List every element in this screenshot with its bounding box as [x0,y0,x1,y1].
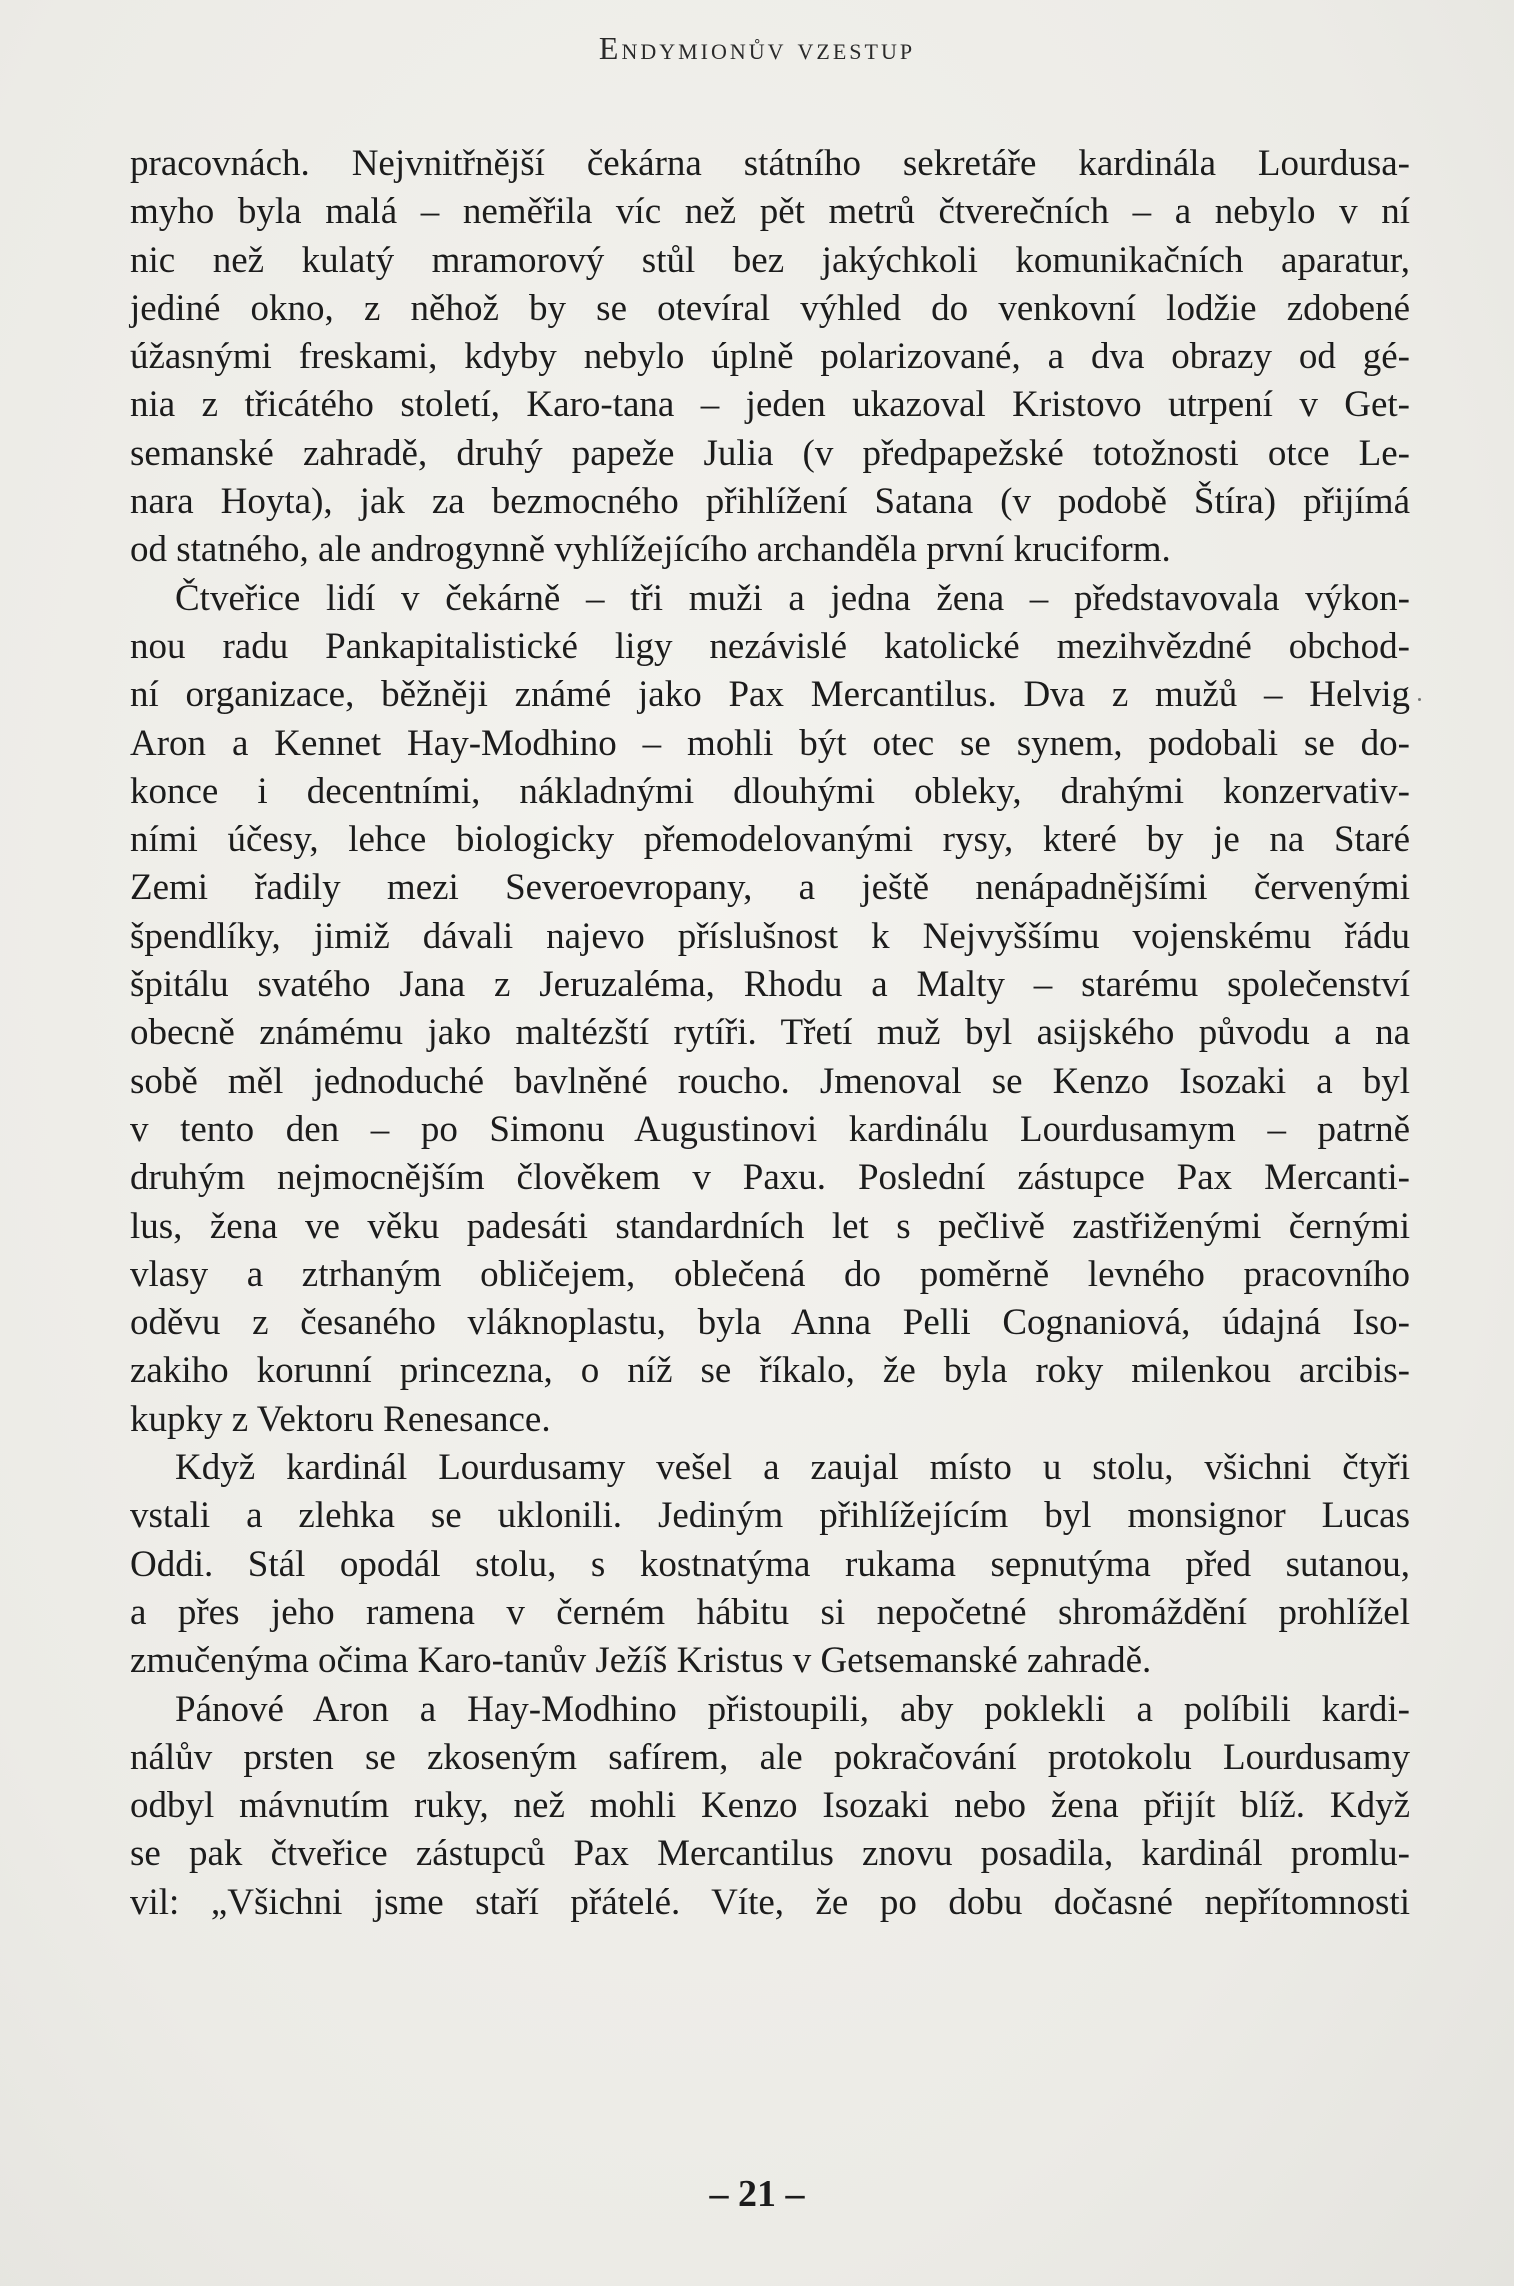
text-line: Zemi řadily mezi Severoevropany, a ještě nenápadnějšími červenými [130,867,1410,909]
text-line: se pak čtveřice zástupců Pax Mercantilus znovu posadila, kardinál promlu- [130,1833,1410,1875]
text-line: zmučenýma očima Karo-tanův Ježíš Kristus v Getsemanské zahradě. [130,1640,1152,1682]
text-line: špitálu svatého Jana z Jeruzaléma, Rhodu a Malty – starému společenství [130,964,1410,1006]
text-line: ní organizace, běžněji známé jako Pax Mercantilus. Dva z mužů – Helvig [130,674,1410,716]
text-line: od statného, ale androgynně vyhlížejícího archanděla první kruciform. [130,529,1171,571]
text-line: Pánové Aron a Hay-Modhino přistoupili, aby poklekli a políbili kardi- [175,1688,1410,1730]
text-line: lus, žena ve věku padesáti standardních let s pečlivě zastřiženými černými [130,1205,1410,1247]
text-line: odbyl mávnutím ruky, než mohli Kenzo Isozaki nebo žena přijít blíž. Když [130,1785,1410,1827]
text-line: pracovnách. Nejvnitřnější čekárna státního sekretáře kardinála Lourdusa- [130,143,1410,184]
body-text [130,140,1410,1927]
text-line: sobě měl jednoduché bavlněné roucho. Jmenoval se Kenzo Isozaki a byl [130,1060,1410,1102]
text-line: zakiho korunní princezna, o níž se říkalo, že byla roky milenkou arcibis- [130,1350,1410,1392]
text-line: nara Hoyta), jak za bezmocného přihlížení Satana (v podobě Štíra) přijímá [130,481,1410,523]
text-line: vstali a zlehka se uklonili. Jediným přihlížejícím byl monsignor Lucas [130,1495,1410,1537]
text-line: obecně známému jako maltézští rytíři. Třetí muž byl asijského původu a na [130,1012,1410,1054]
text-line: nálův prsten se zkoseným safírem, ale pokračování protokolu Lourdusamy [130,1736,1410,1778]
text-line: vil: „Všichni jsme staří přátelé. Víte, že po dobu dočasné nepřítomnosti [130,1881,1410,1923]
text-line: druhým nejmocnějším člověkem v Paxu. Poslední zástupce Pax Mercanti- [130,1157,1410,1199]
text-line: Čtveřice lidí v čekárně – tři muži a jedna žena – představovala výkon- [175,577,1410,619]
text-line: nou radu Pankapitalistické ligy nezávislé katolické mezihvězdné obchod- [130,625,1410,667]
running-head: Endymionův vzestup [598,30,916,66]
paper-speck [1418,698,1421,701]
text-line: vlasy a ztrhaným obličejem, oblečená do poměrně levného pracovního [130,1253,1410,1295]
text-line: nic než kulatý mramorový stůl bez jakýchkoli komunikačních aparatur, [130,239,1410,281]
text-line: špendlíky, jimiž dávali najevo příslušnost k Nejvyššímu vojenskému řádu [130,915,1410,957]
page-number: – 21 – [709,2173,805,2215]
text-line: v tento den – po Simonu Augustinovi kardinálu Lourdusamym – patrně [130,1108,1410,1150]
text-line: konce i decentními, nákladnými dlouhými obleky, drahými konzervativ- [130,770,1410,812]
text-line: Oddi. Stál opodál stolu, s kostnatýma rukama sepnutýma před sutanou, [130,1543,1410,1585]
text-line: a přes jeho ramena v černém hábitu si nepočetné shromáždění prohlížel [130,1591,1410,1633]
text-line: Aron a Kennet Hay-Modhino – mohli být otec se synem, podobali se do- [130,722,1410,764]
text-line: jediné okno, z něhož by se otevíral výhled do venkovní lodžie zdobené [130,287,1410,329]
text-line: myho byla malá – neměřila víc než pět metrů čtverečních – a nebylo v ní [130,191,1410,233]
text-line: semanské zahradě, druhý papeže Julia (v předpapežské totožnosti otce Le- [130,432,1410,474]
text-line: nia z třicátého století, Karo-tana – jeden ukazoval Kristovo utrpení v Get- [130,384,1410,426]
text-line: ními účesy, lehce biologicky přemodelovanými rysy, které by je na Staré [130,819,1410,861]
text-line: kupky z Vektoru Renesance. [130,1398,551,1440]
text-line: úžasnými freskami, kdyby nebylo úplně polarizované, a dva obrazy od gé- [130,336,1410,378]
text-line: Když kardinál Lourdusamy vešel a zaujal místo u stolu, všichni čtyři [175,1447,1410,1489]
text-line: oděvu z česaného vláknoplastu, byla Anna Pelli Cognaniová, údajná Iso- [130,1302,1410,1344]
